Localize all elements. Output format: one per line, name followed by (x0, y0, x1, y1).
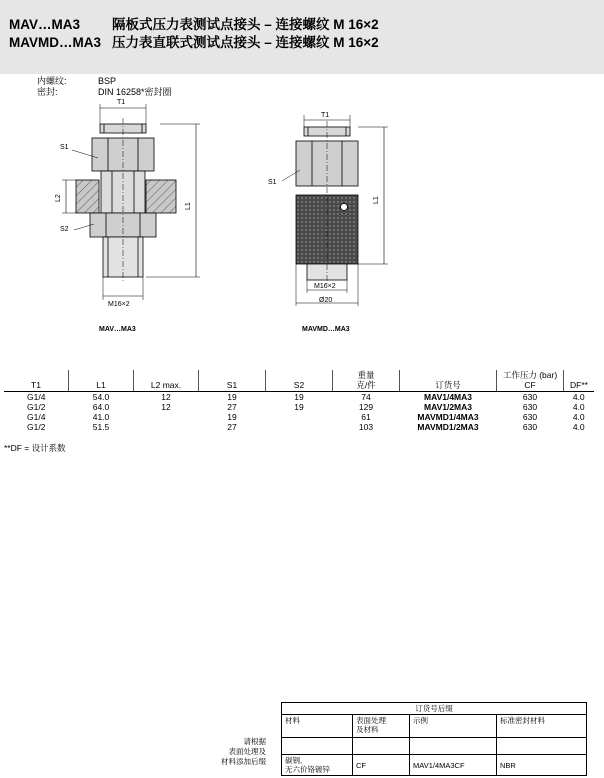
suffix-col-seal: 标准密封材料 (497, 715, 587, 738)
order-number: MAV1/2MA3 (423, 402, 473, 412)
col-l2: L2 max. (134, 370, 199, 392)
product-code-mav: MAV…MA3 (9, 17, 81, 32)
suffix-seal: NBR (497, 755, 587, 776)
label-m16: M16×2 (108, 301, 130, 308)
product-code-mavmd: MAVMD…MA3 (9, 35, 101, 50)
col-s2: S2 (266, 370, 333, 392)
title-line-2 (9, 31, 379, 51)
suffix-code: CF (353, 755, 410, 776)
col-s1: S1 (199, 370, 266, 392)
suffix-col-example: 示例 (410, 715, 497, 738)
suffix-title: 订货号后缀 (282, 703, 587, 715)
col-t1: T1 (4, 370, 69, 392)
table-row: G1/2 51.5 27 103 MAVMD1/2MA3 630 4.0 (27, 422, 585, 432)
label-t1-right: T1 (321, 112, 330, 119)
technical-drawings (0, 88, 604, 328)
meta-seal: 密封: DIN 16258*密封圈 (37, 87, 172, 97)
suffix-material: 碳钢, 无六价铬镀锌 (282, 755, 353, 776)
drawing-mavmd (282, 115, 388, 306)
suffix-example: MAV1/4MA3CF (410, 755, 497, 776)
col-weight: 重量 克/件 (333, 370, 400, 392)
label-t1: T1 (117, 99, 126, 106)
caption-mavmd: MAVMD…MA3 (302, 326, 350, 333)
suffix-col-material: 材料 (282, 715, 353, 738)
order-number: MAV1/4MA3 (423, 392, 473, 402)
table-row: G1/4 41.0 19 61 MAVMD1/4MA3 630 4.0 (27, 412, 585, 422)
drawing-mav (62, 104, 200, 300)
label-l1: L1 (185, 202, 192, 210)
product-title-mavmd: 压力表直联式测试点接头 – 连接螺纹 M 16×2 (112, 35, 379, 50)
product-title-mav: 隔板式压力表测试点接头 – 连接螺纹 M 16×2 (112, 17, 379, 32)
title-line-1 (9, 13, 379, 33)
label-l1-right: L1 (373, 196, 380, 204)
caption-mav: MAV…MA3 (99, 326, 136, 333)
col-l1: L1 (69, 370, 134, 392)
footnote-df: **DF = 设计系数 (4, 443, 66, 453)
suffix-instruction: 请根据 表面处理及 材料添加后缀 (221, 737, 266, 766)
label-m16-right: M16×2 (314, 283, 336, 290)
label-s1-right: S1 (268, 179, 277, 186)
col-df: DF** (564, 370, 595, 392)
table-row: G1/2 64.0 12 27 19 129 MAV1/2MA3 630 4.0 (27, 402, 585, 412)
label-s1: S1 (60, 144, 69, 151)
header-band (0, 0, 604, 74)
order-number: MAVMD1/4MA3 (417, 412, 479, 422)
order-number: MAVMD1/2MA3 (417, 422, 479, 432)
spec-table (4, 370, 594, 432)
suffix-table (281, 702, 587, 776)
col-pressure: 工作压力 (bar) CF (497, 370, 564, 392)
spec-table-header (4, 370, 594, 392)
label-s2: S2 (60, 226, 69, 233)
table-row: G1/4 54.0 12 19 19 74 MAV1/4MA3 630 4.0 (27, 392, 585, 402)
label-d20: Ø20 (319, 297, 333, 304)
label-l2: L2 (55, 194, 62, 202)
meta-thread: 内螺纹: BSP (37, 76, 117, 86)
suffix-col-surface: 表面处理 及材料 (353, 715, 410, 738)
col-order-no: 订货号 (400, 370, 497, 392)
